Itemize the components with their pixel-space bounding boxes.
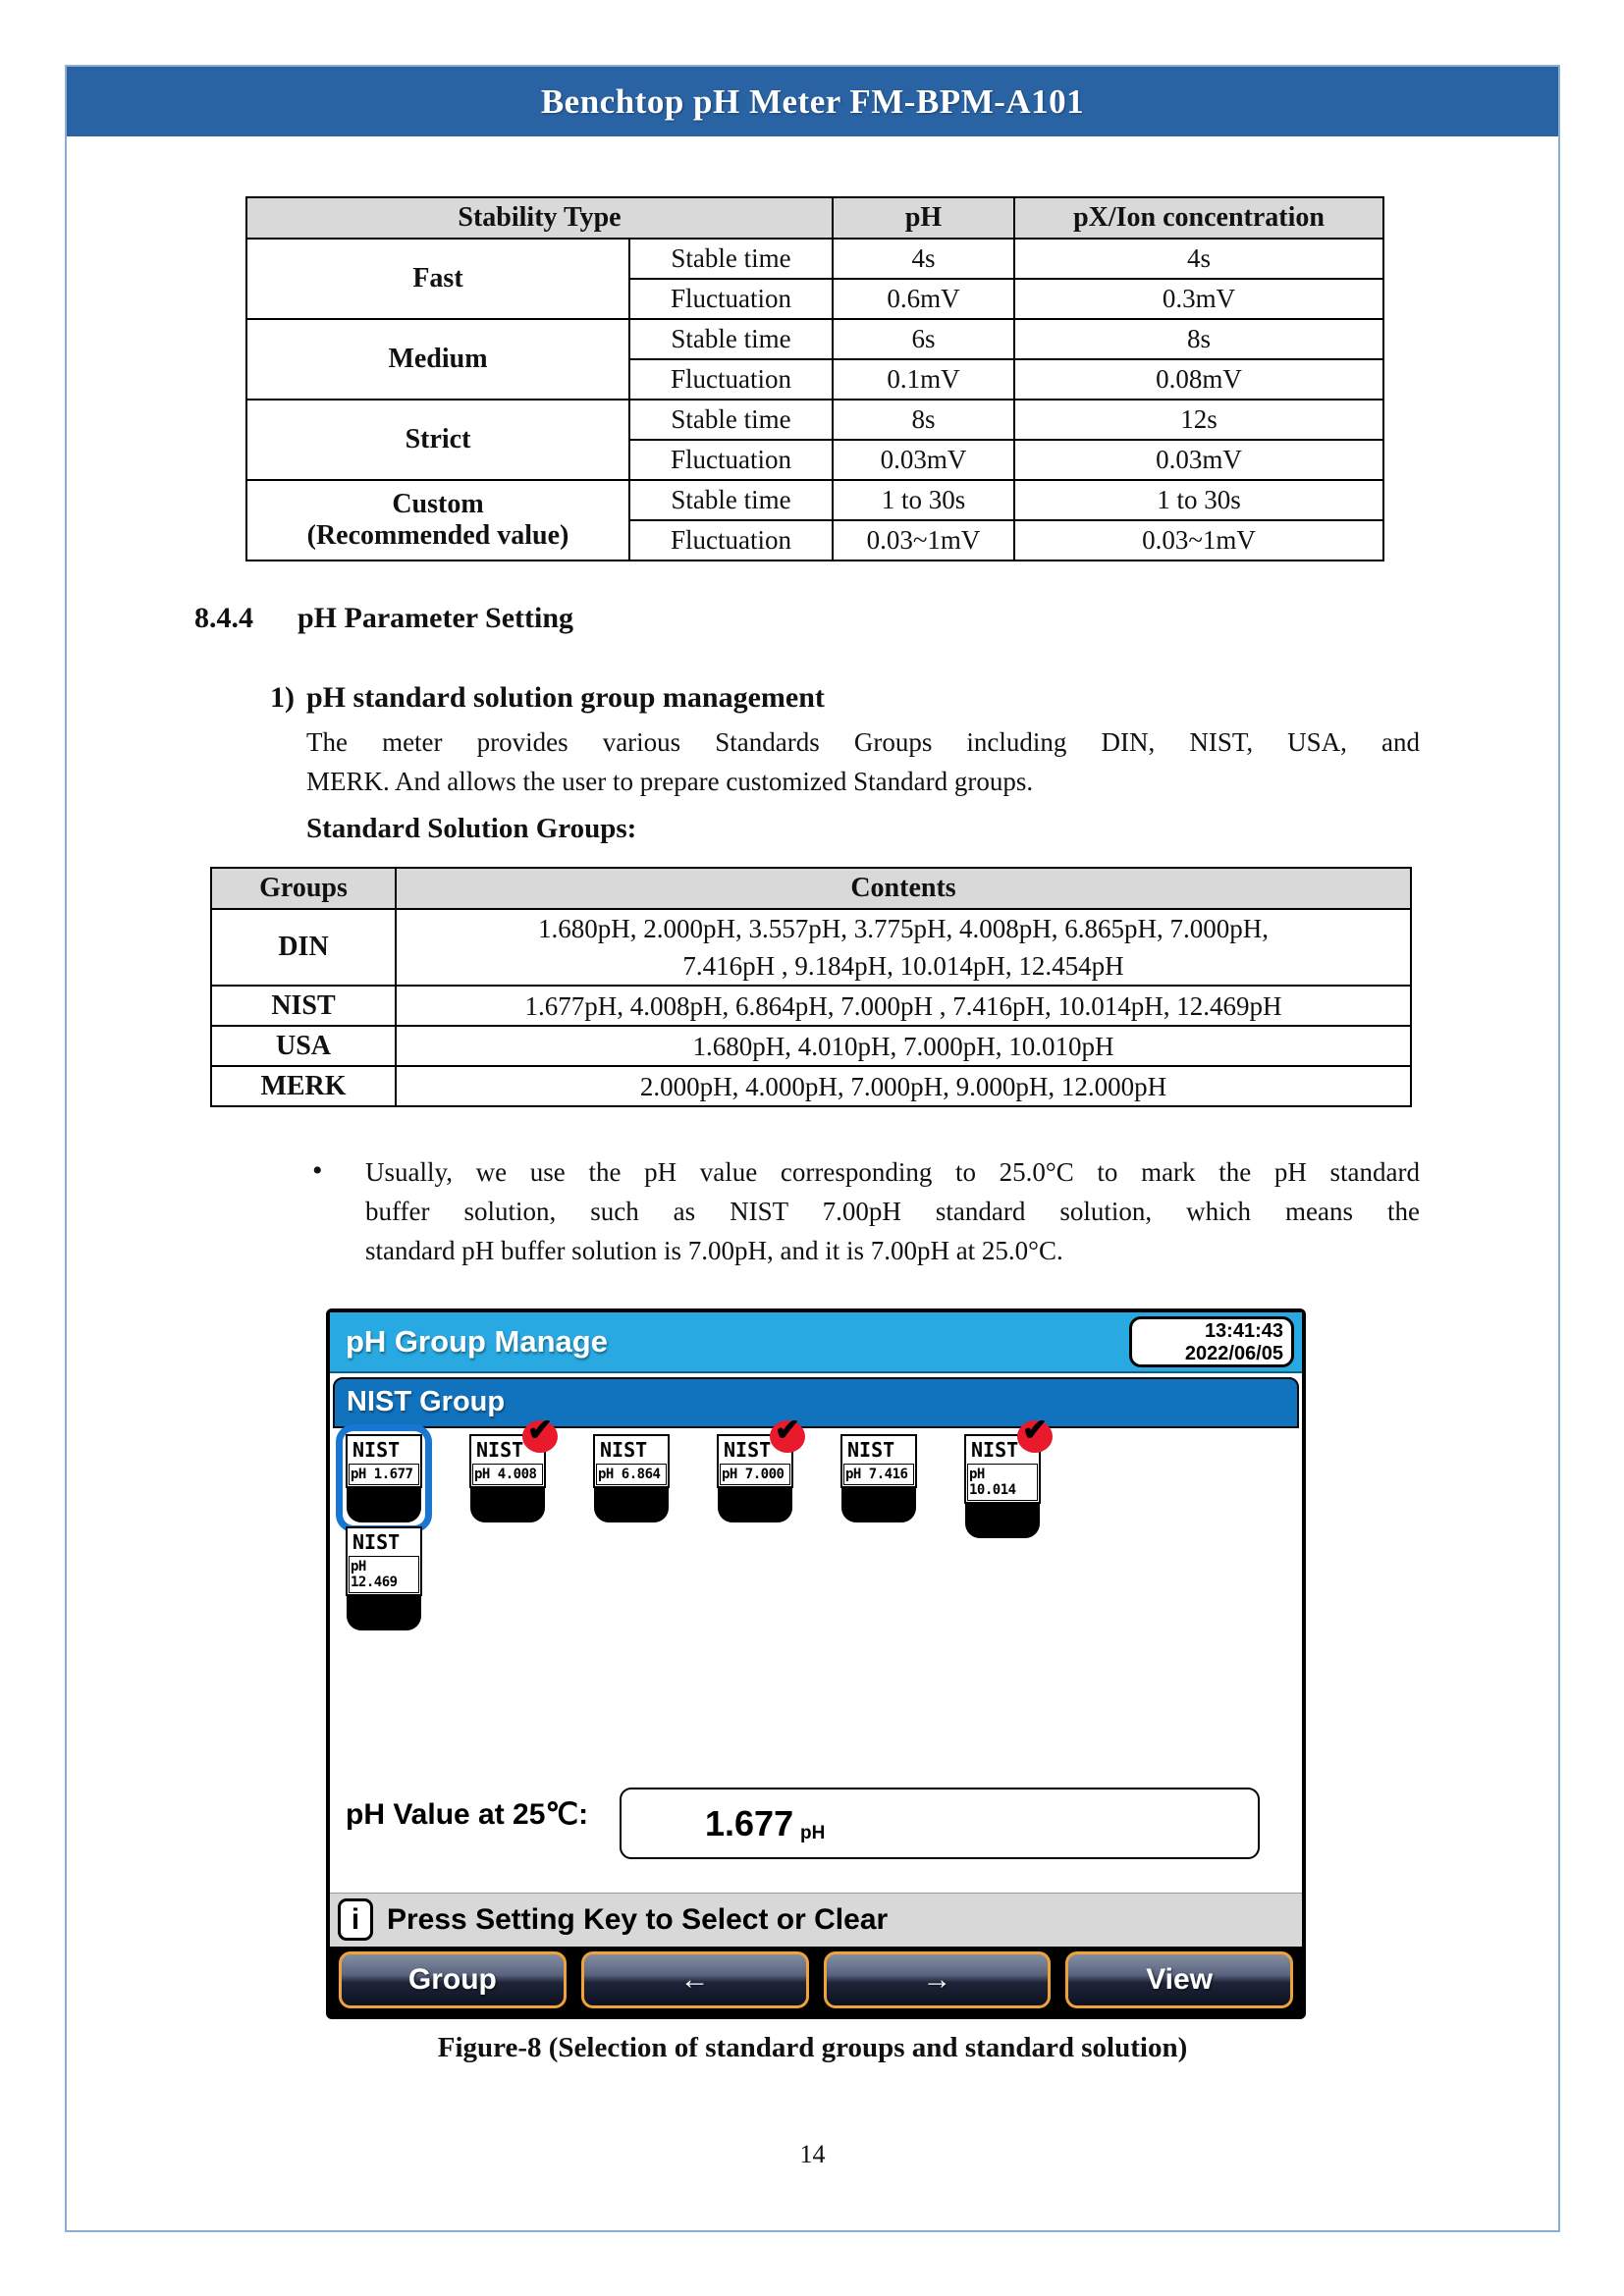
col-header-ph: pH	[833, 197, 1014, 239]
beaker-liquid	[470, 1487, 545, 1522]
check-icon: ✔	[1017, 1420, 1053, 1453]
item-number: 1)	[270, 681, 295, 714]
tile-name: NIST	[352, 1530, 401, 1554]
list-item-heading	[270, 681, 825, 715]
bullet-line: Usually, we use the pH value corresponding to 25.0°C to mark the pH standard	[365, 1157, 1420, 1187]
group-contents	[396, 1066, 1411, 1106]
cell: 0.03mV	[1014, 440, 1383, 480]
group-name: NIST	[211, 986, 396, 1026]
cell: 4s	[833, 239, 1014, 279]
tile-name: NIST	[847, 1438, 895, 1462]
table-header-row	[211, 868, 1411, 909]
section-heading	[194, 602, 573, 635]
cell: Fluctuation	[629, 440, 833, 480]
beaker-liquid	[841, 1487, 916, 1522]
tile-ph-value: pH 4.008	[472, 1464, 543, 1485]
beaker-liquid	[965, 1503, 1040, 1538]
custom-sublabel: (Recommended value)	[306, 520, 569, 551]
tile-ph-value: pH 7.000	[720, 1464, 790, 1485]
group-contents	[396, 909, 1411, 986]
tile-name: NIST	[600, 1438, 648, 1462]
cell: Stable time	[629, 480, 833, 520]
status-bar	[330, 1893, 1302, 1947]
arrow-right-button[interactable]: →	[824, 1951, 1052, 2008]
standard-tile-7.000[interactable]	[707, 1413, 803, 1532]
table-row	[211, 1026, 1411, 1066]
device-screenshot	[326, 1308, 1306, 2019]
clock-date: 2022/06/05	[1184, 1343, 1283, 1364]
standard-tile-10.014[interactable]	[954, 1413, 1051, 1548]
page-header-bar	[67, 67, 1558, 136]
status-message: Press Setting Key to Select or Clear	[387, 1903, 889, 1936]
contents-line: 1.677pH, 4.008pH, 6.864pH, 7.000pH , 7.416pH, 10.014pH, 12.469pH	[524, 990, 1282, 1021]
custom-label: Custom	[392, 489, 484, 519]
cell: Fluctuation	[629, 359, 833, 400]
figure-caption: Figure-8 (Selection of standard groups and standard solution)	[437, 2032, 1188, 2063]
beaker-liquid	[594, 1487, 669, 1522]
check-icon: ✔	[770, 1420, 805, 1453]
col-header-contents: Contents	[396, 868, 1411, 909]
bullet-icon: •	[312, 1154, 323, 1187]
bullet-line: buffer solution, such as NIST 7.00pH standard solution, which means the	[365, 1197, 1420, 1226]
check-icon: ✔	[522, 1420, 558, 1453]
device-title-bar	[330, 1312, 1302, 1373]
cell: 12s	[1014, 400, 1383, 440]
item-body-paragraph	[306, 722, 1420, 801]
tile-name: NIST	[724, 1438, 772, 1462]
table-header-row	[246, 197, 1383, 239]
section-number: 8.4.4	[194, 602, 253, 634]
group-name: MERK	[211, 1066, 396, 1106]
ph-unit: pH	[800, 1823, 826, 1843]
cell: 0.1mV	[833, 359, 1014, 400]
group-name: DIN	[211, 909, 396, 986]
tile-ph-value: pH 1.677	[349, 1464, 419, 1485]
clock-time: 13:41:43	[1204, 1320, 1283, 1342]
bullet-line: standard pH buffer solution is 7.00pH, and it is 7.00pH at 25.0°C.	[365, 1236, 1063, 1265]
cell: 1 to 30s	[1014, 480, 1383, 520]
cell: Stable time	[629, 319, 833, 359]
contents-line: 1.680pH, 4.010pH, 7.000pH, 10.010pH	[692, 1031, 1114, 1061]
table-row	[246, 239, 1383, 279]
page-number: 14	[799, 2140, 826, 2168]
beaker-liquid	[718, 1487, 792, 1522]
cell: 0.03~1mV	[1014, 520, 1383, 561]
table-row	[246, 319, 1383, 359]
tile-ph-value: pH 12.469	[349, 1556, 419, 1593]
paragraph-line: MERK. And allows the user to prepare customized Standard groups.	[306, 767, 1034, 796]
cell: Fluctuation	[629, 520, 833, 561]
cell: 6s	[833, 319, 1014, 359]
clock-display	[1129, 1316, 1294, 1367]
info-icon: i	[338, 1898, 373, 1941]
page-frame	[65, 65, 1560, 2232]
contents-line: 7.416pH , 9.184pH, 10.014pH, 12.454pH	[682, 951, 1124, 981]
table-row	[211, 909, 1411, 986]
cell: 0.6mV	[833, 279, 1014, 319]
group-contents	[396, 986, 1411, 1026]
tile-ph-value: pH 7.416	[843, 1464, 914, 1485]
page-title: Benchtop pH Meter FM-BPM-A101	[540, 81, 1085, 121]
type-cell-strict: Strict	[246, 400, 629, 480]
type-cell-custom	[246, 480, 629, 561]
groups-table-label: Standard Solution Groups:	[306, 813, 637, 844]
ph-value-label: pH Value at 25℃:	[346, 1798, 589, 1831]
ph-value: 1.677	[705, 1803, 794, 1843]
cell: 4s	[1014, 239, 1383, 279]
bullet-note	[312, 1152, 1420, 1270]
cell: 0.3mV	[1014, 279, 1383, 319]
standard-solution-groups-table	[210, 867, 1412, 1107]
tile-name: NIST	[352, 1438, 401, 1462]
group-button[interactable]: Group	[339, 1951, 567, 2008]
paragraph-line: The meter provides various Standards Groups including DIN, NIST, USA, and	[306, 727, 1420, 757]
standard-tile-4.008[interactable]	[460, 1413, 556, 1532]
table-row	[246, 480, 1383, 520]
beaker-liquid	[347, 1595, 421, 1630]
cell: Fluctuation	[629, 279, 833, 319]
table-row	[246, 400, 1383, 440]
tile-name: NIST	[476, 1438, 524, 1462]
softkey-bar	[330, 1947, 1302, 2015]
table-row	[211, 1066, 1411, 1106]
arrow-left-button[interactable]: ←	[581, 1951, 809, 2008]
cell: 0.08mV	[1014, 359, 1383, 400]
cell: 1 to 30s	[833, 480, 1014, 520]
type-cell-fast: Fast	[246, 239, 629, 319]
cell: 0.03mV	[833, 440, 1014, 480]
cell: 8s	[833, 400, 1014, 440]
cell: 8s	[1014, 319, 1383, 359]
contents-line: 2.000pH, 4.000pH, 7.000pH, 9.000pH, 12.000pH	[639, 1071, 1167, 1101]
col-header-px-ion: pX/Ion concentration	[1014, 197, 1383, 239]
ph-value-field	[620, 1788, 1260, 1859]
cell: Stable time	[629, 239, 833, 279]
group-name: USA	[211, 1026, 396, 1066]
tile-name: NIST	[971, 1438, 1019, 1462]
standard-tile-6.864[interactable]	[583, 1424, 679, 1532]
cell: 0.03~1mV	[833, 520, 1014, 561]
cell: Stable time	[629, 400, 833, 440]
type-cell-medium: Medium	[246, 319, 629, 400]
standard-tile-12.469[interactable]	[336, 1517, 432, 1640]
col-header-groups: Groups	[211, 868, 396, 909]
contents-line: 1.680pH, 2.000pH, 3.557pH, 3.775pH, 4.008pH, 6.865pH, 7.000pH,	[538, 914, 1269, 943]
section-title: pH Parameter Setting	[298, 602, 574, 634]
tile-ph-value: pH 10.014	[967, 1464, 1038, 1501]
col-header-stability-type: Stability Type	[246, 197, 833, 239]
table-row	[211, 986, 1411, 1026]
item-title: pH standard solution group management	[306, 681, 825, 714]
group-title: NIST Group	[347, 1386, 506, 1417]
standard-tile-7.416[interactable]	[831, 1424, 927, 1532]
group-contents	[396, 1026, 1411, 1066]
ph-value-row	[330, 1784, 1302, 1862]
device-screen-title: pH Group Manage	[346, 1324, 608, 1359]
tile-ph-value: pH 6.864	[596, 1464, 667, 1485]
group-title-bar	[333, 1377, 1299, 1428]
view-button[interactable]: View	[1065, 1951, 1293, 2008]
stability-table	[245, 196, 1384, 561]
